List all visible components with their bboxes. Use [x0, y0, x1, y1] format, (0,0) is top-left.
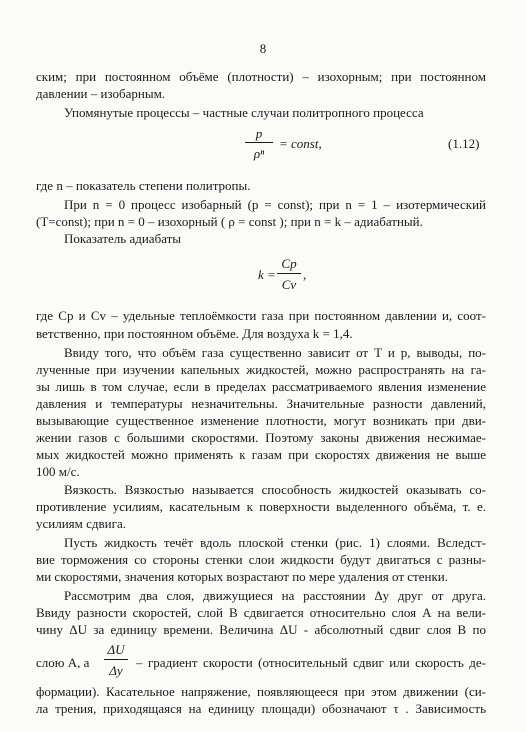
adiabatic-lhs: k =	[258, 267, 276, 282]
text-line: Пусть жидкость течёт вдоль плоской стенки (рис. 1) слоями. Вследст-	[64, 535, 486, 550]
text-line: ветственно, при постоянном объёме. Для воздуха k = 1,4.	[36, 326, 353, 341]
text-line: Упомянутые процессы – частные случаи политропного процесса	[64, 105, 424, 120]
equation-number: (1.12)	[448, 136, 480, 151]
gradient-numerator: ΔU	[107, 642, 125, 657]
text-line: противление усилиям, касательным к поверхности выделенного объёма, т. е.	[36, 499, 486, 514]
text-line: формации). Касательное напряжение, появляющееся при этом движении (си-	[36, 684, 486, 699]
text-line: зы лишь в том случае, если в пределах рассматриваемого явления изменение	[36, 379, 486, 394]
polytropic-numerator: p	[255, 126, 263, 141]
page-number: 8	[259, 41, 267, 56]
text-line: ла трения, приходящаяся на единицу площади) обозначают τ . Зависимость	[36, 701, 486, 716]
text-line: Ввиду того, что объём газа существенно зависит от T и p, выводы, по-	[64, 345, 486, 360]
text-line: давлении – изобарным.	[36, 86, 166, 101]
adiabatic-denominator: Cv	[281, 277, 297, 292]
text-line: мых жидкостей можно применять к газам при скоростях движения не выше	[36, 447, 486, 462]
text-line: усилиям сдвига.	[36, 516, 126, 531]
text-line: ми скоростями, значения которых возрастают по мере удаления от стенки.	[36, 569, 448, 584]
text-line: где n – показатель степени политропы.	[36, 178, 251, 193]
text-line: ским; при постоянном объёме (плотности) – изохорным; при постоянном	[36, 69, 486, 84]
adiabatic-numerator: Cp	[281, 256, 297, 271]
text-line: вызывающие существенное изменение плотности, могут возникать при дви-	[36, 413, 486, 428]
adiabatic-fraction-bar	[277, 273, 301, 274]
adiabatic-tail: ,	[303, 267, 307, 282]
text-line: – градиент скорости (относительный сдвиг или скорость де-	[136, 655, 486, 670]
text-line: 100 м/с.	[36, 464, 80, 479]
text-line: слою А, а	[36, 655, 90, 670]
text-line: Ввиду разности скоростей, слой В сдвигается относительно слоя А на вели-	[36, 605, 486, 620]
text-line: Вязкость. Вязкостью называется способность жидкостей оказывать со-	[64, 482, 486, 497]
text-line: жении газов с большими скоростями. Поэтому законы движения несжимае-	[36, 430, 486, 445]
text-line: Показатель адиабаты	[64, 231, 182, 246]
polytropic-denominator: ρⁿ	[253, 146, 265, 161]
text-line: При n = 0 процесс изобарный (p = const); при n = 1 – изотермический	[64, 197, 486, 212]
gradient-denominator: Δy	[109, 663, 123, 678]
text-line: где Cp и Cv – удельные теплоёмкости газа при постоянном давлении и, соот-	[36, 308, 486, 323]
gradient-fraction-bar	[104, 659, 128, 660]
polytropic-rhs: = const,	[279, 136, 322, 151]
text-line: Рассмотрим два слоя, движущиеся на расстоянии Δy друг от друга.	[64, 588, 486, 603]
text-line: чину ΔU за единицу времени. Величина ΔU - абсолютный сдвиг слоя В по	[36, 622, 486, 637]
text-line: (T=const); при n = 0 – изохорный ( ρ = const ); при n = k – адиабатный.	[36, 214, 423, 229]
text-line: вие торможения со стороны стенки слои жидкости будут двигаться с разны-	[36, 552, 486, 567]
text-line: давления и температуры незначительны. Значительные разности давлений,	[36, 396, 486, 411]
polytropic-fraction-bar	[245, 142, 273, 143]
text-line: лученные при изучении капельных жидкостей, можно распространять на га-	[36, 362, 486, 377]
